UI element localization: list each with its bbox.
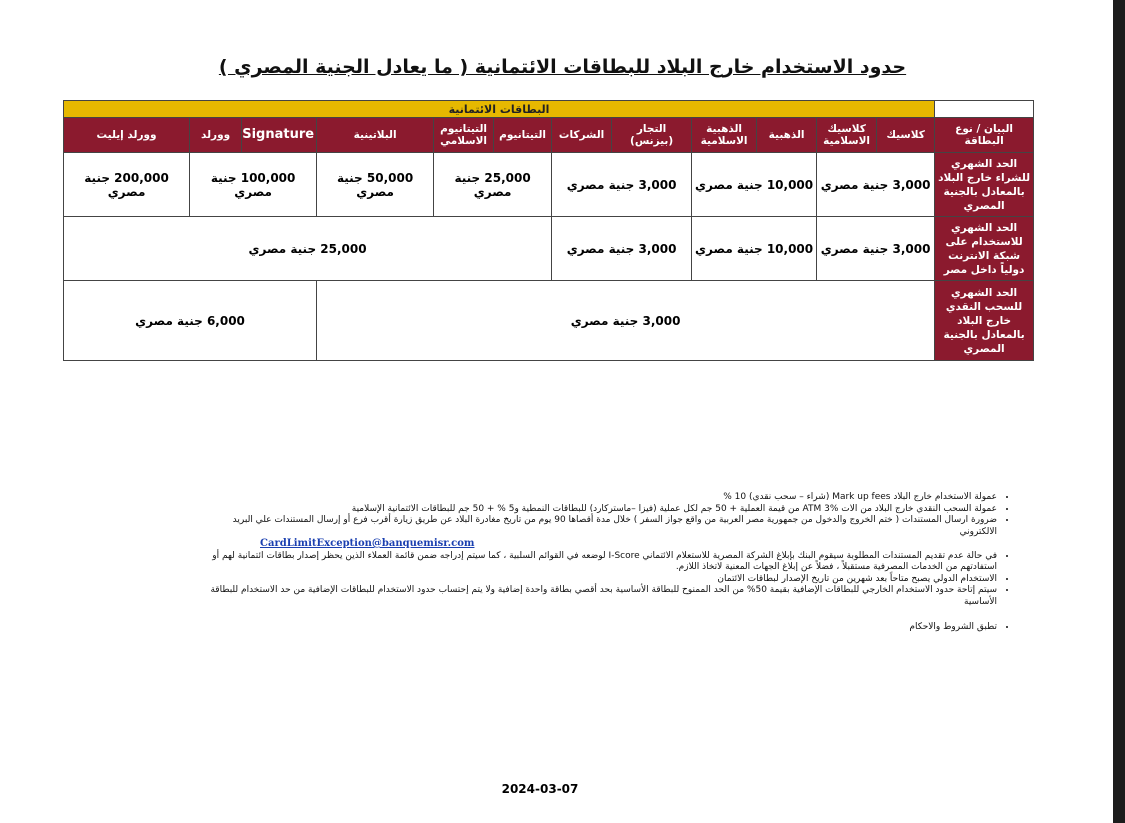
table-caption: البطاقات الائتمانية	[64, 101, 935, 118]
cell-value: 25,000 جنية مصري	[434, 153, 552, 217]
col-header: البيان / نوع البطاقة	[935, 118, 1034, 153]
table-row	[64, 281, 1034, 361]
note-item: • تطبق الشروط والاحكام	[200, 622, 997, 634]
col-header: الذهبية	[757, 118, 817, 153]
email-link[interactable]: CardLimitException@banquemisr.com	[260, 538, 475, 549]
col-header: Signature	[242, 118, 317, 153]
cell-value: 50,000 جنية مصري	[317, 153, 434, 217]
note-item: • الاستخدام الدولي يصبح متاحاً بعد شهرين من تاريخ الإصدار لبطاقات الائتمان	[200, 574, 997, 586]
header-row	[64, 118, 1034, 153]
col-header: الشركات	[552, 118, 612, 153]
cell-value: 3,000 جنية مصري	[552, 217, 692, 281]
row-label: الحد الشهري للشراء خارج البلاد بالمعادل بالجنية المصري	[935, 153, 1034, 217]
note-item: • في حالة عدم تقديم المستندات المطلوبة سيقوم البنك بإبلاغ الشركة المصرية للاستعلام الائتماني I-Score لوضعه في القوائم السلبية ، كما سيتم إدراجه ضمن قائمة العملاء الذين يحظر إصدار بطاقات ائتمانية لهم أو استفادتهم من الخدمات المصرفية مستقبلاً ، فضلاً عن إبلاغ الجهات المعنية لاتخاذ اللازم.	[200, 551, 997, 574]
table-row	[64, 153, 1034, 217]
window-edge	[1113, 0, 1125, 823]
cell-value: 3,000 جنية مصري	[817, 217, 935, 281]
note-item: • عمولة السحب النقدي خارج البلاد من الات ATM 3% من قيمة العملية + 50 جم لكل عملية (فيزا –ماستركارد) للبطاقات النمطية و5 % + 50 جم للبطاقات الائتمانية الإسلامية	[200, 504, 997, 516]
cell-value: 200,000 جنية مصري	[64, 153, 190, 217]
row-label: الحد الشهري للسحب النقدي خارج البلاد بالمعادل بالجنية المصري	[935, 281, 1034, 361]
cell-value: 25,000 جنية مصري	[64, 217, 552, 281]
cell-value: 3,000 جنية مصري	[817, 153, 935, 217]
limits-table	[63, 100, 1034, 361]
notes-section	[200, 492, 1015, 634]
table-row	[64, 217, 1034, 281]
col-header: التيتانيوم	[494, 118, 552, 153]
page-title: حدود الاستخدام خارج البلاد للبطاقات الائتمانية ( ما يعادل الجنية المصري )	[218, 56, 907, 78]
cell-value: 3,000 جنية مصري	[552, 153, 692, 217]
col-header: وورلد	[190, 118, 242, 153]
col-header: الذهبية الاسلامية	[692, 118, 757, 153]
cell-value: 6,000 جنية مصري	[64, 281, 317, 361]
cell-value: 100,000 جنية مصري	[190, 153, 317, 217]
col-header: البلاتينية	[317, 118, 434, 153]
note-item: • ضرورة ارسال المستندات ( ختم الخروج والدخول من جمهورية مصر العربية من واقع جواز السفر ) خلال مدة أقصاها 90 يوم من تاريخ مغادرة البلاد عن طريق زيارة أقرب فرع أو إرسال المستندات علي البريد الالكتروني	[200, 515, 997, 538]
cell-value: 10,000 جنية مصري	[692, 153, 817, 217]
document-date: 2024-03-07	[501, 782, 579, 796]
col-header: التجار (بيزنس)	[612, 118, 692, 153]
note-item: • عمولة الاستخدام خارج البلاد Mark up fees (شراء – سحب نقدي) 10 %	[200, 492, 997, 504]
col-header: كلاسيك	[877, 118, 935, 153]
row-label: الحد الشهري للاستخدام على شبكة الانترنت دولياً داخل مصر	[935, 217, 1034, 281]
col-header: التيتانيوم الاسلامي	[434, 118, 494, 153]
note-item: • سيتم إتاحة حدود الاستخدام الخارجي للبطاقات الإضافية بقيمة 50% من الحد الممنوح للبطاقة الأساسية بحد أقصي بطاقة واحدة إضافية ولا يتم إحتساب حدود الاستخدام للبطاقات الإضافية من حد الاستخدام للبطاقة الأساسية	[200, 585, 997, 608]
col-header: وورلد إيليت	[64, 118, 190, 153]
col-header: كلاسيك الاسلامية	[817, 118, 877, 153]
cell-value: 10,000 جنية مصري	[692, 217, 817, 281]
cell-value: 3,000 جنية مصري	[317, 281, 935, 361]
